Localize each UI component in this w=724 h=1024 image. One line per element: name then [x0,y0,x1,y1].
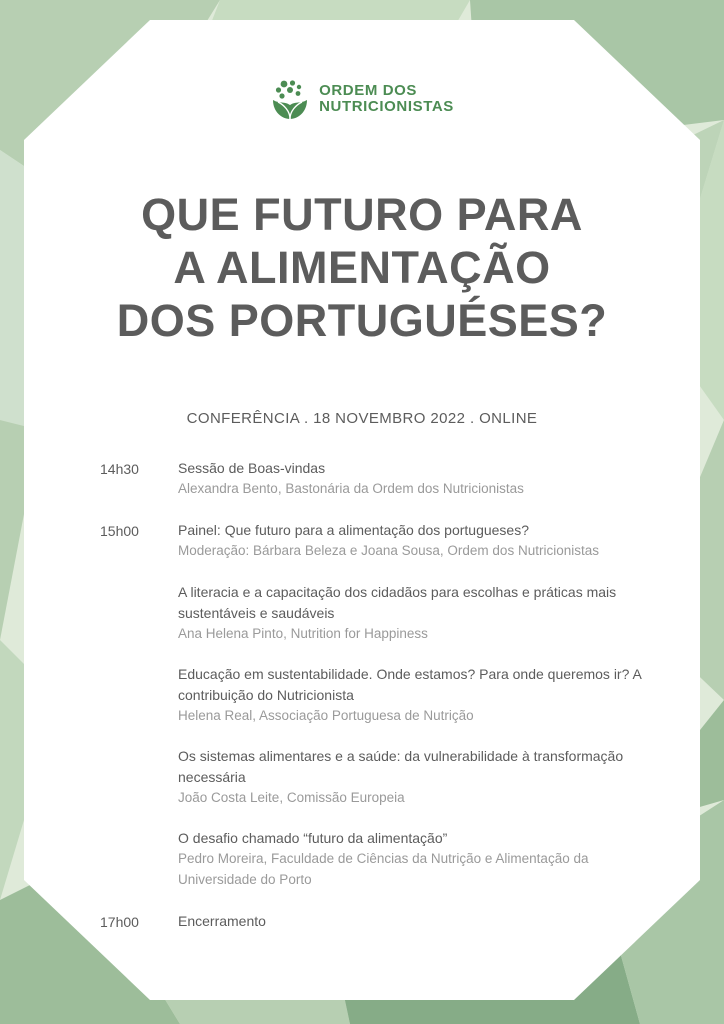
entry-title: Os sistemas alimentares e a saúde: da vulnerabilidade à transformação necessária [178,748,624,785]
programme-entry [178,520,660,561]
programme-entry [178,828,660,890]
event-subtitle: CONFERÊNCIA . 18 NOVEMBRO 2022 . ONLINE [186,410,538,427]
entry-speaker: João Costa Leite, Comissão Europeia [178,790,405,805]
entry-title: Painel: Que futuro para a alimentação dos portugueses? [178,522,530,539]
spacer [178,821,660,828]
entry-speaker: Helena Real, Associação Portuguesa de Nutrição [178,707,474,723]
slot-time: 17h00 [100,913,139,930]
entry-title: Educação em sustentabilidade. Onde estamos? Para onde queremos ir? A contribuição do Nutricionista [178,665,642,703]
entry-title: Sessão de Boas-vindas [178,460,326,476]
entry-title: O desafio chamado “futuro da alimentação” [178,830,448,847]
spacer [100,513,660,520]
programme-slot [100,911,660,933]
programme-entry [178,458,660,499]
entry-speaker: Ana Helena Pinto, Nutrition for Happiness [178,625,428,641]
programme-entry [178,746,660,808]
entry-title: Encerramento [178,912,266,929]
entry-speaker: Moderação: Bárbara Beleza e Joana Sousa, Ordem dos Nutricionistas [178,543,599,559]
programme-entry [178,911,660,932]
entry-speaker: Pedro Moreira, Faculdade de Ciências da Nutrição e Alimentação da Universidade do Porto [178,851,589,887]
nutritionists-leaf-icon [270,78,310,120]
logo-line-1: ORDEM DOS [319,82,417,100]
title-line-2: A ALIMENTAÇÃO [173,242,551,294]
spacer [178,575,660,582]
programme-entry [178,582,660,644]
programme-slot [100,458,660,499]
entry-title: A literacia e a capacitação dos cidadãos para escolhas e práticas mais sustentáveis e saudáveis [178,583,617,621]
programme-entry [178,664,660,726]
poster-title [0,188,724,347]
title-line-3: DOS PORTUGUÉSES? [116,295,608,347]
spacer [100,904,660,911]
slot-time: 15h00 [100,523,139,540]
entry-speaker: Alexandra Bento, Bastonária da Ordem dos Nutricionistas [178,481,524,496]
slot-time: 14h30 [100,461,139,477]
programme-slot [100,520,660,890]
brand-logo [0,78,724,120]
spacer [178,657,660,664]
programme-list [100,458,660,947]
spacer [178,739,660,746]
title-line-1: QUE FUTURO PARA [141,189,583,240]
logo-line-2: NUTRICIONISTAS [319,98,454,115]
